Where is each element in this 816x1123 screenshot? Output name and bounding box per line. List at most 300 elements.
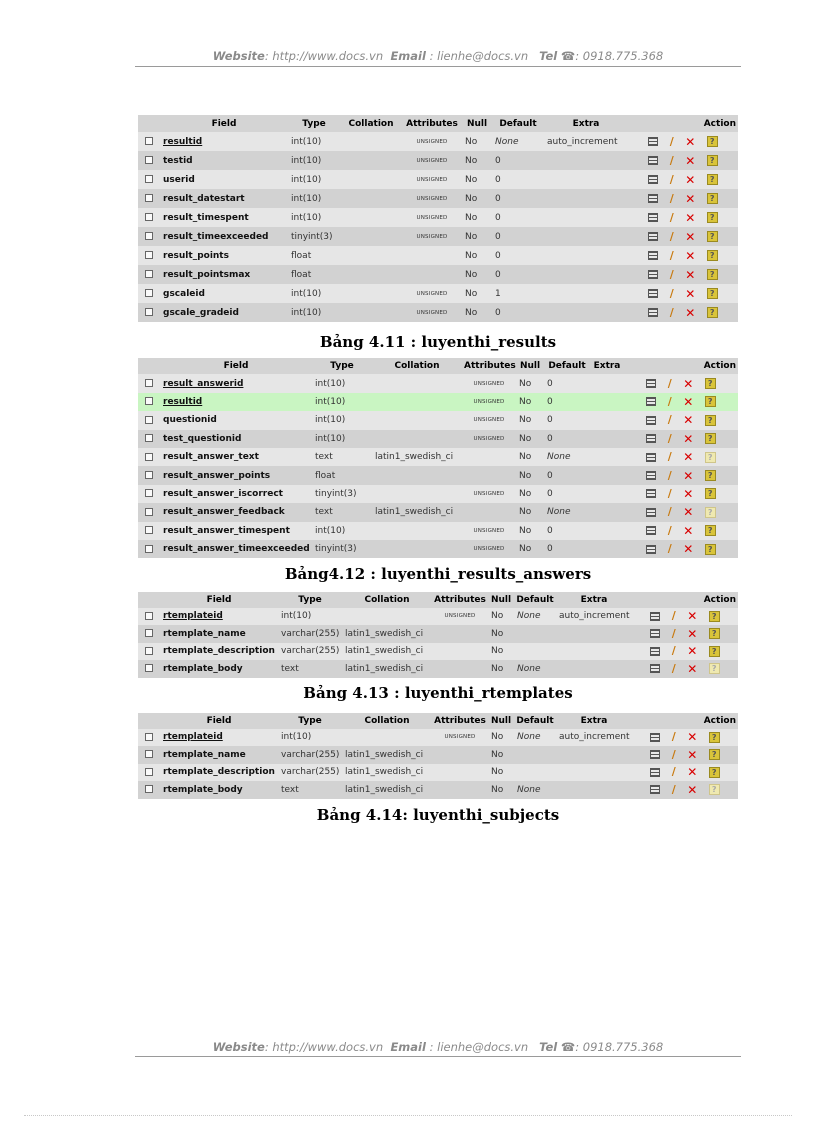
row-checkbox-cell xyxy=(138,503,160,521)
row-checkbox[interactable] xyxy=(145,194,153,202)
table-row[interactable] xyxy=(138,303,738,322)
table-row[interactable] xyxy=(138,522,738,540)
edit-icon[interactable]: ∕ xyxy=(667,523,672,537)
index-icon[interactable]: ? xyxy=(707,307,718,318)
column-header-type[interactable]: Type xyxy=(278,592,342,608)
table-row[interactable] xyxy=(138,246,738,265)
field-extra-cell xyxy=(544,189,628,208)
delete-icon[interactable]: ✕ xyxy=(685,210,696,225)
field-type-cell xyxy=(278,625,342,643)
index-icon[interactable]: ? xyxy=(707,288,718,299)
field-attributes: UNSIGNED xyxy=(473,380,505,387)
column-header-type[interactable]: Type xyxy=(278,713,342,729)
edit-icon[interactable]: ∕ xyxy=(671,782,676,796)
row-checkbox[interactable] xyxy=(145,664,153,672)
browse-icon[interactable] xyxy=(650,647,660,656)
edit-icon[interactable]: ∕ xyxy=(667,542,672,556)
edit-icon[interactable]: ∕ xyxy=(667,468,672,482)
field-name-cell[interactable] xyxy=(160,374,312,392)
field-name-cell[interactable] xyxy=(160,265,288,284)
edit-icon[interactable]: ∕ xyxy=(667,394,672,408)
edit-icon[interactable]: ∕ xyxy=(671,609,676,623)
column-header-type[interactable]: Type xyxy=(312,358,372,374)
column-header-default[interactable]: Default xyxy=(544,358,590,374)
column-header-collation[interactable]: Collation xyxy=(340,115,402,132)
index-icon[interactable]: ? xyxy=(709,611,720,622)
phone-icon: ☎ xyxy=(560,49,576,63)
field-extra-cell xyxy=(556,781,632,799)
index-icon[interactable]: ? xyxy=(707,231,718,242)
phone-icon: ☎ xyxy=(560,1040,576,1054)
field-name-cell[interactable] xyxy=(160,608,278,626)
field-name-cell[interactable] xyxy=(160,170,288,189)
row-checkbox[interactable] xyxy=(145,416,153,424)
table-row[interactable] xyxy=(138,170,738,189)
field-type: int(10) xyxy=(315,525,346,536)
row-checkbox[interactable] xyxy=(145,733,153,741)
table-row[interactable] xyxy=(138,411,738,429)
column-header-field[interactable]: Field xyxy=(160,358,312,374)
row-actions xyxy=(624,485,738,503)
field-type-cell xyxy=(312,374,372,392)
browse-icon[interactable] xyxy=(648,156,658,165)
delete-icon[interactable]: ✕ xyxy=(683,376,694,391)
column-header-field[interactable]: Field xyxy=(160,115,288,132)
index-icon[interactable]: ? xyxy=(705,507,716,518)
column-header-field[interactable]: Field xyxy=(160,713,278,729)
browse-icon[interactable] xyxy=(650,612,660,621)
field-name: rtemplate_description xyxy=(163,767,275,778)
field-collation-cell xyxy=(340,303,402,322)
column-header-default[interactable]: Default xyxy=(514,592,556,608)
index-icon[interactable]: ? xyxy=(705,452,716,463)
field-name: resultid xyxy=(163,136,203,147)
field-extra-cell xyxy=(544,246,628,265)
delete-icon[interactable]: ✕ xyxy=(683,468,694,483)
column-header-collation[interactable]: Collation xyxy=(342,592,432,608)
row-checkbox[interactable] xyxy=(145,785,153,793)
field-type: varchar(255) xyxy=(281,767,340,778)
field-collation: latin1_swedish_ci xyxy=(345,628,424,639)
field-extra-cell xyxy=(590,430,624,448)
field-type-cell xyxy=(288,189,340,208)
row-actions xyxy=(628,246,738,265)
edit-icon[interactable]: ∕ xyxy=(667,431,672,445)
column-header-action[interactable]: Action xyxy=(632,592,738,608)
field-default-cell xyxy=(492,303,544,322)
column-header-attributes[interactable]: Attributes xyxy=(402,115,462,132)
field-name-cell[interactable] xyxy=(160,660,278,678)
delete-icon[interactable]: ✕ xyxy=(687,609,698,624)
field-attributes: UNSIGNED xyxy=(473,490,505,497)
field-null-cell xyxy=(516,411,544,429)
field-collation-cell xyxy=(340,227,402,246)
field-name-cell[interactable] xyxy=(160,625,278,643)
column-header-null[interactable]: Null xyxy=(488,592,514,608)
browse-icon[interactable] xyxy=(648,175,658,184)
browse-icon[interactable] xyxy=(648,194,658,203)
column-header-collation[interactable]: Collation xyxy=(372,358,462,374)
column-header-attributes[interactable]: Attributes xyxy=(432,713,488,729)
delete-icon[interactable]: ✕ xyxy=(685,134,696,149)
field-attributes-cell xyxy=(462,466,516,484)
field-name-cell[interactable] xyxy=(160,430,312,448)
table-row[interactable] xyxy=(138,189,738,208)
field-name-cell[interactable] xyxy=(160,729,278,747)
row-checkbox[interactable] xyxy=(145,397,153,405)
table-row[interactable] xyxy=(138,151,738,170)
delete-icon[interactable]: ✕ xyxy=(685,267,696,282)
table-row[interactable] xyxy=(138,265,738,284)
browse-icon[interactable] xyxy=(650,785,660,794)
field-null-cell xyxy=(516,503,544,521)
row-checkbox[interactable] xyxy=(145,612,153,620)
delete-icon[interactable]: ✕ xyxy=(685,153,696,168)
index-icon[interactable]: ? xyxy=(705,488,716,499)
field-type: int(10) xyxy=(315,396,346,407)
field-null: No xyxy=(465,269,478,280)
table-row[interactable] xyxy=(138,430,738,448)
delete-icon[interactable]: ✕ xyxy=(683,542,694,557)
field-type-cell xyxy=(288,246,340,265)
edit-icon[interactable]: ∕ xyxy=(669,229,674,243)
browse-icon[interactable] xyxy=(648,270,658,279)
browse-icon[interactable] xyxy=(648,137,658,146)
table-row[interactable] xyxy=(138,448,738,466)
edit-icon[interactable]: ∕ xyxy=(671,644,676,658)
column-header-null[interactable]: Null xyxy=(462,115,492,132)
table-rtemplates xyxy=(138,592,738,678)
edit-icon[interactable]: ∕ xyxy=(669,248,674,262)
row-checkbox[interactable] xyxy=(145,545,153,553)
row-checkbox[interactable] xyxy=(145,629,153,637)
field-name-cell[interactable] xyxy=(160,189,288,208)
field-name-cell[interactable] xyxy=(160,781,278,799)
edit-icon[interactable]: ∕ xyxy=(669,210,674,224)
browse-icon[interactable] xyxy=(650,733,660,742)
browse-icon[interactable] xyxy=(646,471,656,480)
row-actions xyxy=(632,729,738,747)
table-row[interactable] xyxy=(138,643,738,661)
footer-tel: : 0918.775.368 xyxy=(575,1040,664,1054)
edit-icon[interactable]: ∕ xyxy=(671,661,676,675)
row-actions xyxy=(628,132,738,151)
index-icon[interactable]: ? xyxy=(707,193,718,204)
field-collation-cell xyxy=(372,466,462,484)
row-checkbox[interactable] xyxy=(145,232,153,240)
table-row[interactable] xyxy=(138,466,738,484)
edit-icon[interactable]: ∕ xyxy=(671,626,676,640)
delete-icon[interactable]: ✕ xyxy=(685,305,696,320)
edit-icon[interactable]: ∕ xyxy=(667,376,672,390)
index-icon[interactable]: ? xyxy=(709,784,720,795)
row-checkbox[interactable] xyxy=(145,289,153,297)
field-null-cell xyxy=(516,540,544,558)
column-header-null[interactable]: Null xyxy=(516,358,544,374)
edit-icon[interactable]: ∕ xyxy=(667,505,672,519)
field-type-cell xyxy=(288,151,340,170)
field-null-cell xyxy=(462,246,492,265)
browse-icon[interactable] xyxy=(646,379,656,388)
delete-icon[interactable]: ✕ xyxy=(687,765,698,780)
column-header-field[interactable]: Field xyxy=(160,592,278,608)
browse-icon[interactable] xyxy=(646,508,656,517)
field-default-cell xyxy=(544,522,590,540)
row-actions xyxy=(624,374,738,392)
column-header-attributes[interactable]: Attributes xyxy=(462,358,516,374)
field-name-cell[interactable] xyxy=(160,466,312,484)
row-checkbox[interactable] xyxy=(145,270,153,278)
table-row[interactable] xyxy=(138,284,738,303)
table-row[interactable] xyxy=(138,660,738,678)
browse-icon[interactable] xyxy=(646,489,656,498)
column-header-null[interactable]: Null xyxy=(488,713,514,729)
delete-icon[interactable]: ✕ xyxy=(685,191,696,206)
table-row[interactable] xyxy=(138,781,738,799)
browse-icon[interactable] xyxy=(648,289,658,298)
index-icon[interactable]: ? xyxy=(705,378,716,389)
delete-icon[interactable]: ✕ xyxy=(687,747,698,762)
table-row[interactable] xyxy=(138,540,738,558)
row-checkbox[interactable] xyxy=(145,750,153,758)
edit-icon[interactable]: ∕ xyxy=(671,730,676,744)
field-name-cell[interactable] xyxy=(160,503,312,521)
table-row[interactable] xyxy=(138,132,738,151)
browse-icon[interactable] xyxy=(648,213,658,222)
delete-icon[interactable]: ✕ xyxy=(685,286,696,301)
row-checkbox[interactable] xyxy=(145,137,153,145)
row-checkbox[interactable] xyxy=(145,156,153,164)
edit-icon[interactable]: ∕ xyxy=(669,286,674,300)
delete-icon[interactable]: ✕ xyxy=(683,505,694,520)
field-collation-cell xyxy=(372,540,462,558)
field-name-cell[interactable] xyxy=(160,246,288,265)
browse-icon[interactable] xyxy=(650,768,660,777)
edit-icon[interactable]: ∕ xyxy=(669,267,674,281)
field-attributes-cell xyxy=(402,284,462,303)
index-icon[interactable]: ? xyxy=(705,433,716,444)
row-checkbox[interactable] xyxy=(145,647,153,655)
table-row[interactable] xyxy=(138,227,738,246)
table-row[interactable] xyxy=(138,208,738,227)
field-default: 0 xyxy=(495,307,501,318)
delete-icon[interactable]: ✕ xyxy=(687,644,698,659)
column-header-default[interactable]: Default xyxy=(514,713,556,729)
field-attributes-cell xyxy=(402,246,462,265)
field-type-cell xyxy=(312,430,372,448)
field-name-cell[interactable] xyxy=(160,132,288,151)
table-row[interactable] xyxy=(138,746,738,764)
index-icon[interactable]: ? xyxy=(707,212,718,223)
table-row[interactable] xyxy=(138,625,738,643)
field-collation-cell xyxy=(342,746,432,764)
index-icon[interactable]: ? xyxy=(707,155,718,166)
edit-icon[interactable]: ∕ xyxy=(671,765,676,779)
field-name-cell[interactable] xyxy=(160,485,312,503)
browse-icon[interactable] xyxy=(648,251,658,260)
field-collation-cell xyxy=(340,151,402,170)
browse-icon[interactable] xyxy=(646,526,656,535)
index-icon[interactable]: ? xyxy=(707,136,718,147)
field-default-cell xyxy=(514,746,556,764)
field-type: int(10) xyxy=(291,288,322,299)
index-icon[interactable]: ? xyxy=(705,415,716,426)
field-collation-cell xyxy=(340,132,402,151)
index-icon[interactable]: ? xyxy=(709,749,720,760)
row-checkbox-cell xyxy=(138,132,160,151)
delete-icon[interactable]: ✕ xyxy=(687,661,698,676)
column-header-extra[interactable]: Extra xyxy=(590,358,624,374)
field-null: No xyxy=(465,155,478,166)
index-icon[interactable]: ? xyxy=(705,525,716,536)
index-icon[interactable]: ? xyxy=(709,663,720,674)
edit-icon[interactable]: ∕ xyxy=(667,450,672,464)
field-default: None xyxy=(547,507,571,518)
column-header-collation[interactable]: Collation xyxy=(342,713,432,729)
row-checkbox-cell xyxy=(138,374,160,392)
table-row[interactable] xyxy=(138,764,738,782)
field-name-cell[interactable] xyxy=(160,284,288,303)
field-null-cell xyxy=(516,522,544,540)
delete-icon[interactable]: ✕ xyxy=(683,486,694,501)
index-icon[interactable]: ? xyxy=(707,174,718,185)
field-type-cell xyxy=(288,284,340,303)
column-header-action[interactable]: Action xyxy=(632,713,738,729)
edit-icon[interactable]: ∕ xyxy=(671,747,676,761)
table-row[interactable] xyxy=(138,608,738,626)
table-row[interactable] xyxy=(138,503,738,521)
delete-icon[interactable]: ✕ xyxy=(687,626,698,641)
column-header-default[interactable]: Default xyxy=(492,115,544,132)
delete-icon[interactable]: ✕ xyxy=(685,248,696,263)
delete-icon[interactable]: ✕ xyxy=(685,172,696,187)
row-checkbox[interactable] xyxy=(145,489,153,497)
index-icon[interactable]: ? xyxy=(709,628,720,639)
field-name-cell[interactable] xyxy=(160,643,278,661)
delete-icon[interactable]: ✕ xyxy=(683,431,694,446)
field-name-cell[interactable] xyxy=(160,393,312,411)
field-default-cell xyxy=(492,208,544,227)
column-header-action[interactable]: Action xyxy=(624,358,738,374)
row-checkbox[interactable] xyxy=(145,251,153,259)
browse-icon[interactable] xyxy=(646,416,656,425)
row-checkbox[interactable] xyxy=(145,508,153,516)
column-header-extra[interactable]: Extra xyxy=(544,115,628,132)
field-name-cell[interactable] xyxy=(160,540,312,558)
row-actions xyxy=(624,393,738,411)
edit-icon[interactable]: ∕ xyxy=(669,191,674,205)
browse-icon[interactable] xyxy=(646,434,656,443)
index-icon[interactable]: ? xyxy=(705,470,716,481)
field-null-cell xyxy=(516,393,544,411)
row-checkbox[interactable] xyxy=(145,434,153,442)
field-attributes-cell xyxy=(432,625,488,643)
edit-icon[interactable]: ∕ xyxy=(669,172,674,186)
column-header-extra[interactable]: Extra xyxy=(556,713,632,729)
field-default-cell xyxy=(544,540,590,558)
edit-icon[interactable]: ∕ xyxy=(669,134,674,148)
browse-icon[interactable] xyxy=(648,232,658,241)
browse-icon[interactable] xyxy=(650,664,660,673)
field-name-cell[interactable] xyxy=(160,151,288,170)
table-row[interactable] xyxy=(138,729,738,747)
field-null: No xyxy=(465,174,478,185)
table-header-row xyxy=(138,713,738,729)
table-row[interactable] xyxy=(138,393,738,411)
delete-icon[interactable]: ✕ xyxy=(687,782,698,797)
index-icon[interactable]: ? xyxy=(707,269,718,280)
row-checkbox[interactable] xyxy=(145,379,153,387)
footer-website-label: Website xyxy=(212,1040,265,1054)
field-type: int(10) xyxy=(291,136,322,147)
edit-icon[interactable]: ∕ xyxy=(667,413,672,427)
delete-icon[interactable]: ✕ xyxy=(683,413,694,428)
browse-icon[interactable] xyxy=(646,545,656,554)
field-name-cell[interactable] xyxy=(160,448,312,466)
delete-icon[interactable]: ✕ xyxy=(683,523,694,538)
table-caption: Bảng 4.13 : luyenthi_rtemplates xyxy=(303,684,573,702)
delete-icon[interactable]: ✕ xyxy=(683,450,694,465)
index-icon[interactable]: ? xyxy=(709,732,720,743)
field-name-cell[interactable] xyxy=(160,208,288,227)
delete-icon[interactable]: ✕ xyxy=(687,730,698,745)
row-checkbox[interactable] xyxy=(145,471,153,479)
field-name-cell[interactable] xyxy=(160,522,312,540)
field-name-cell[interactable] xyxy=(160,746,278,764)
column-header-extra[interactable]: Extra xyxy=(556,592,632,608)
browse-icon[interactable] xyxy=(650,750,660,759)
field-name-cell[interactable] xyxy=(160,227,288,246)
index-icon[interactable]: ? xyxy=(705,544,716,555)
table-row[interactable] xyxy=(138,374,738,392)
column-header-attributes[interactable]: Attributes xyxy=(432,592,488,608)
field-name-cell[interactable] xyxy=(160,303,288,322)
row-checkbox[interactable] xyxy=(145,308,153,316)
row-checkbox[interactable] xyxy=(145,213,153,221)
index-icon[interactable]: ? xyxy=(705,396,716,407)
field-null: No xyxy=(519,378,532,389)
field-attributes: UNSIGNED xyxy=(473,546,505,553)
row-checkbox[interactable] xyxy=(145,175,153,183)
field-extra-cell xyxy=(544,132,628,151)
row-checkbox[interactable] xyxy=(145,453,153,461)
row-actions xyxy=(632,608,738,626)
browse-icon[interactable] xyxy=(648,308,658,317)
field-extra: auto_increment xyxy=(547,136,618,147)
field-attributes-cell xyxy=(462,448,516,466)
edit-icon[interactable]: ∕ xyxy=(669,305,674,319)
index-icon[interactable]: ? xyxy=(707,250,718,261)
row-checkbox[interactable] xyxy=(145,768,153,776)
edit-icon[interactable]: ∕ xyxy=(667,486,672,500)
row-checkbox[interactable] xyxy=(145,526,153,534)
edit-icon[interactable]: ∕ xyxy=(669,153,674,167)
index-icon[interactable]: ? xyxy=(709,646,720,657)
column-header-action[interactable]: Action xyxy=(628,115,738,132)
browse-icon[interactable] xyxy=(646,397,656,406)
field-name-cell[interactable] xyxy=(160,764,278,782)
browse-icon[interactable] xyxy=(650,629,660,638)
index-icon[interactable]: ? xyxy=(709,767,720,778)
field-type-cell xyxy=(312,522,372,540)
field-attributes-cell xyxy=(402,189,462,208)
table-row[interactable] xyxy=(138,485,738,503)
field-name-cell[interactable] xyxy=(160,411,312,429)
browse-icon[interactable] xyxy=(646,453,656,462)
column-header-type[interactable]: Type xyxy=(288,115,340,132)
delete-icon[interactable]: ✕ xyxy=(685,229,696,244)
delete-icon[interactable]: ✕ xyxy=(683,394,694,409)
